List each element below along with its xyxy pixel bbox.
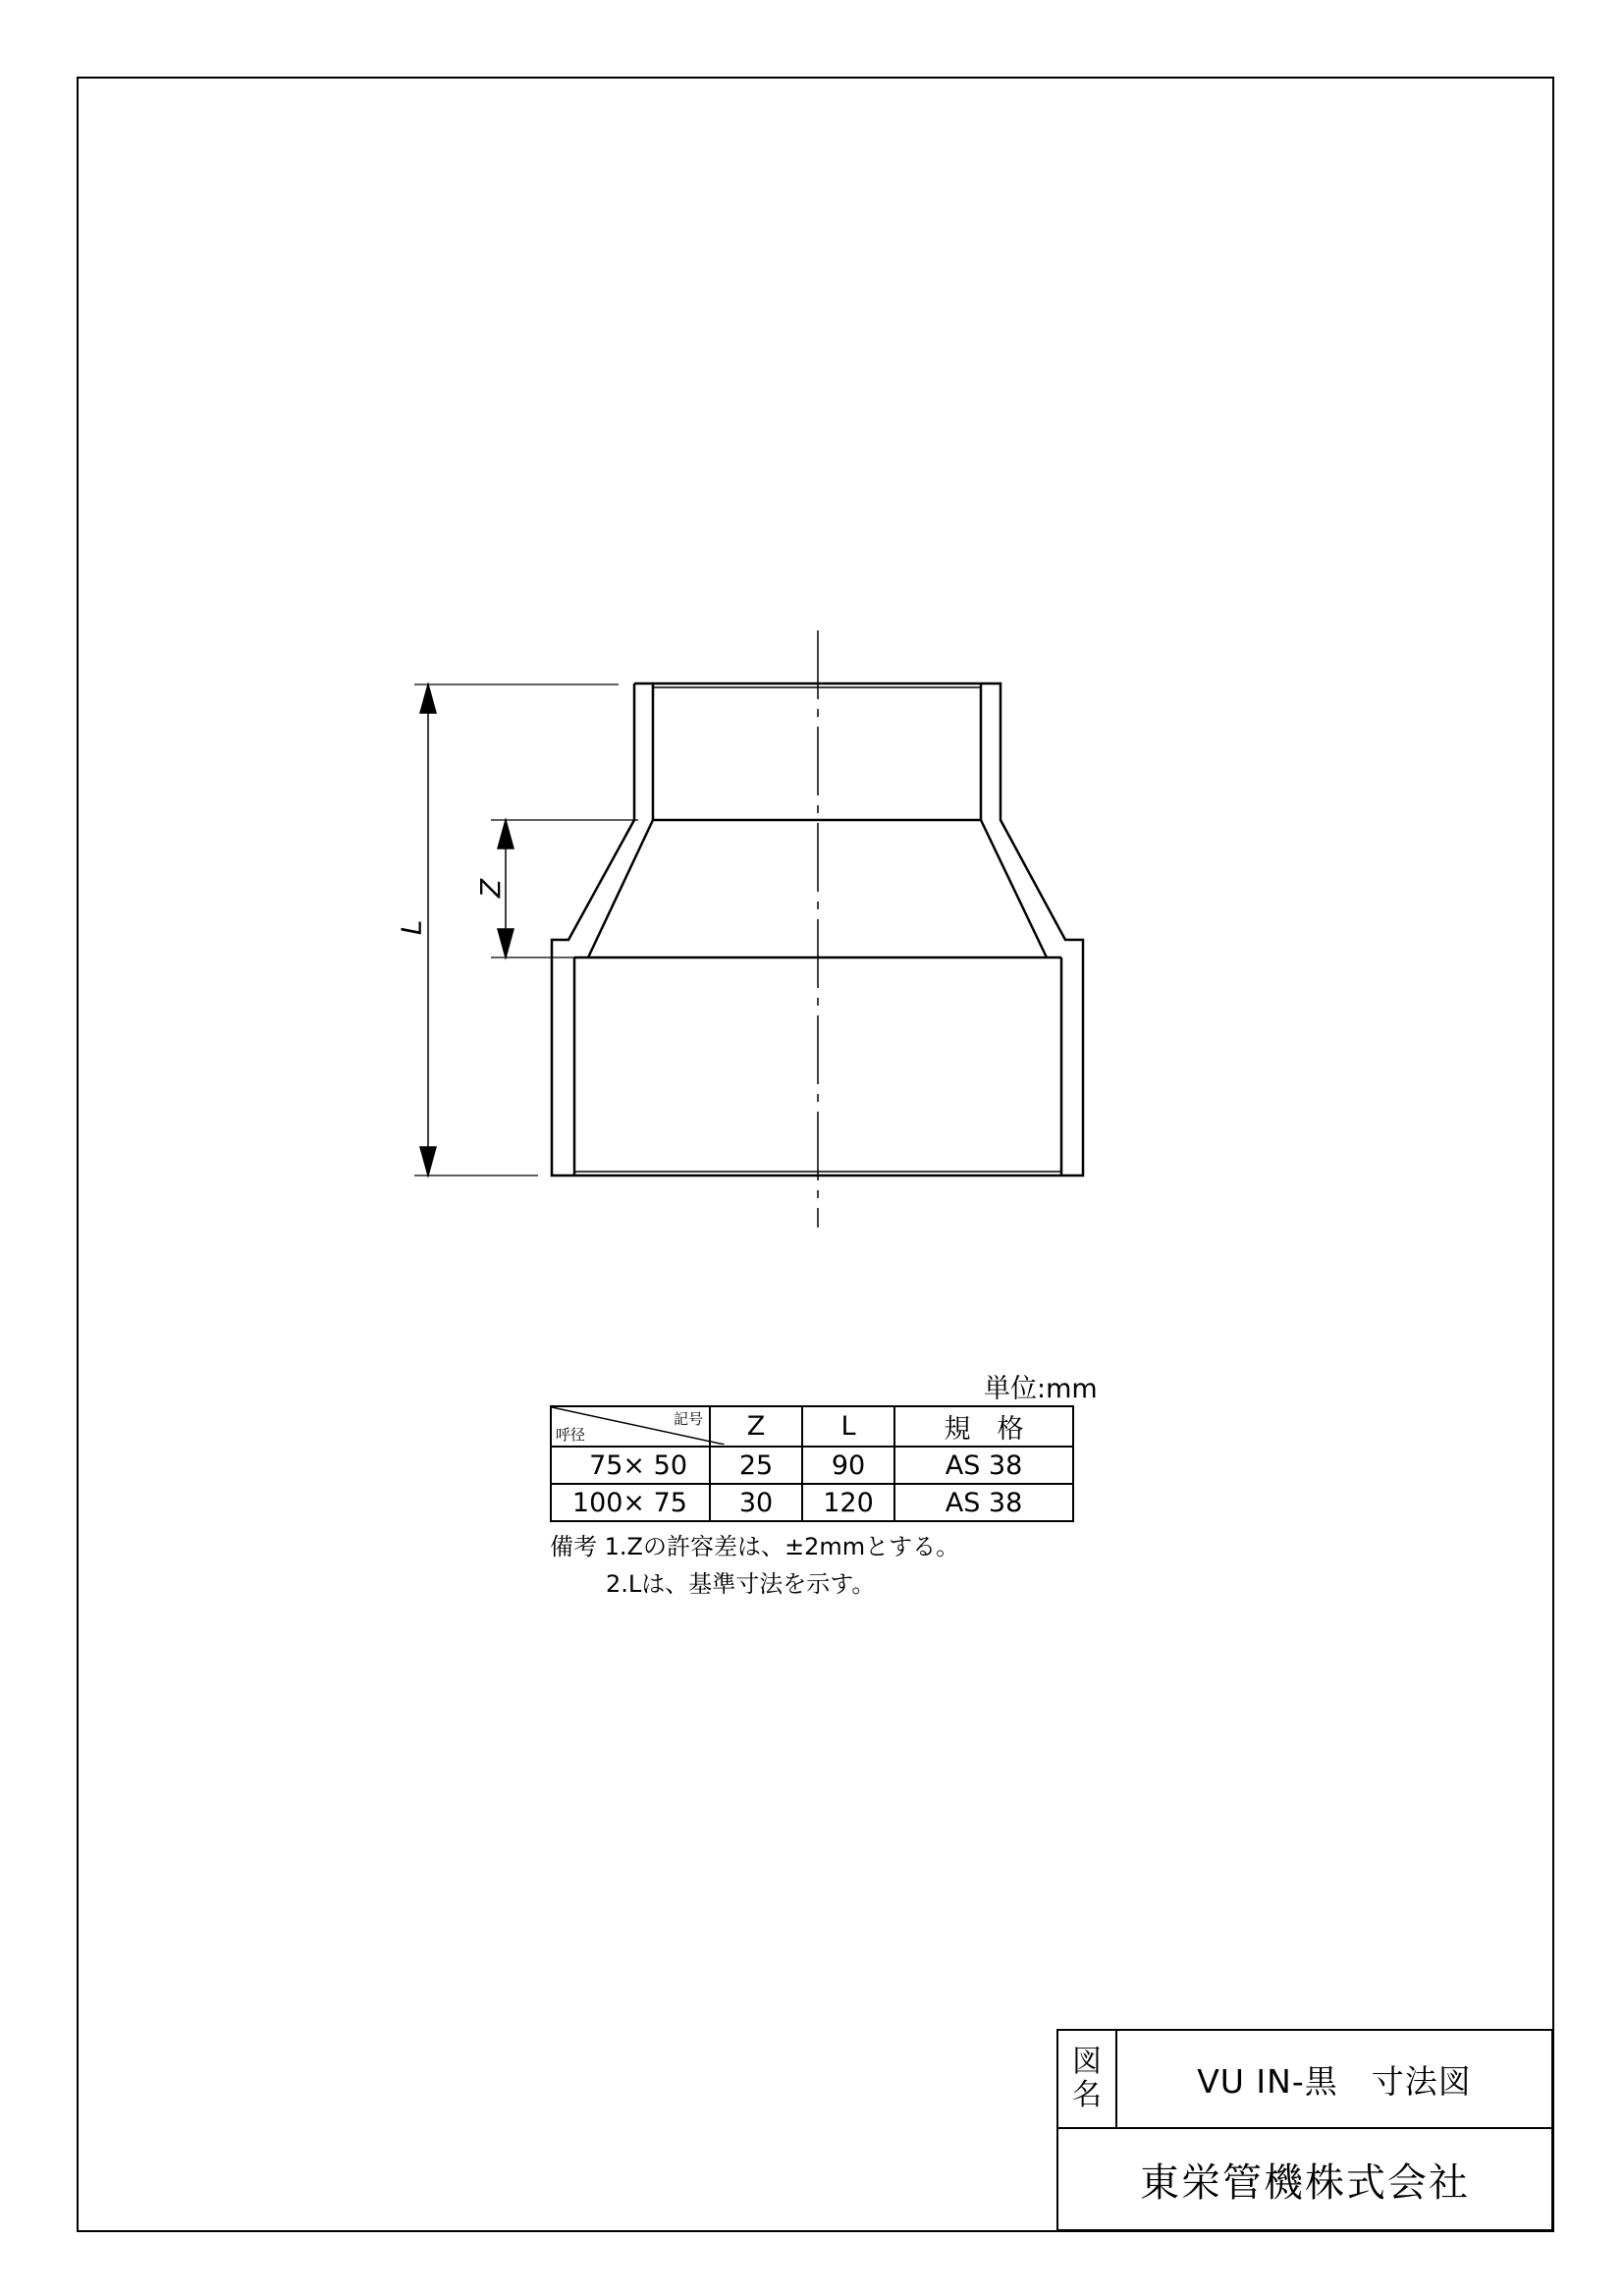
table-row [551,1484,1073,1521]
cell-size: 75× 50 [551,1447,710,1484]
table-corner-cell [551,1406,710,1447]
unit-label: 単位:mm [984,1374,1098,1404]
table-header-row [551,1406,1073,1447]
dimension-table [550,1405,1074,1522]
title-block-label [1056,2029,1117,2129]
cell-l: 90 [802,1447,894,1484]
corner-label-symbol: 記号 [673,1410,703,1428]
corner-label-size: 呼径 [556,1426,586,1444]
title-block-label-bottom: 名 [1072,2078,1102,2112]
header-l: L [802,1406,894,1447]
remarks [550,1528,959,1603]
dimension-label-L: L [395,919,428,936]
company-name: 東栄管機株式会社 [1056,2127,1553,2231]
extension-lines [414,684,638,1175]
remark-line-1: 備考 1.Zの許容差は、±2mmとする。 [550,1533,960,1560]
header-z: Z [710,1406,802,1447]
cell-l: 120 [802,1484,894,1521]
table-row [551,1447,1073,1484]
cell-size: 100× 75 [551,1484,710,1521]
header-standard: 規 格 [894,1406,1073,1447]
title-block-label-top: 図 [1072,2045,1102,2079]
cell-standard: AS 38 [894,1484,1073,1521]
remark-line-2: 2.Lは、基準寸法を示す。 [606,1570,876,1598]
cell-standard: AS 38 [894,1447,1073,1484]
cell-z: 25 [710,1447,802,1484]
sheet-border [78,78,1553,2231]
cell-z: 30 [710,1484,802,1521]
drawing-title: VU IN-黒 寸法図 [1115,2029,1553,2129]
dimension-label-Z: Z [474,878,508,899]
